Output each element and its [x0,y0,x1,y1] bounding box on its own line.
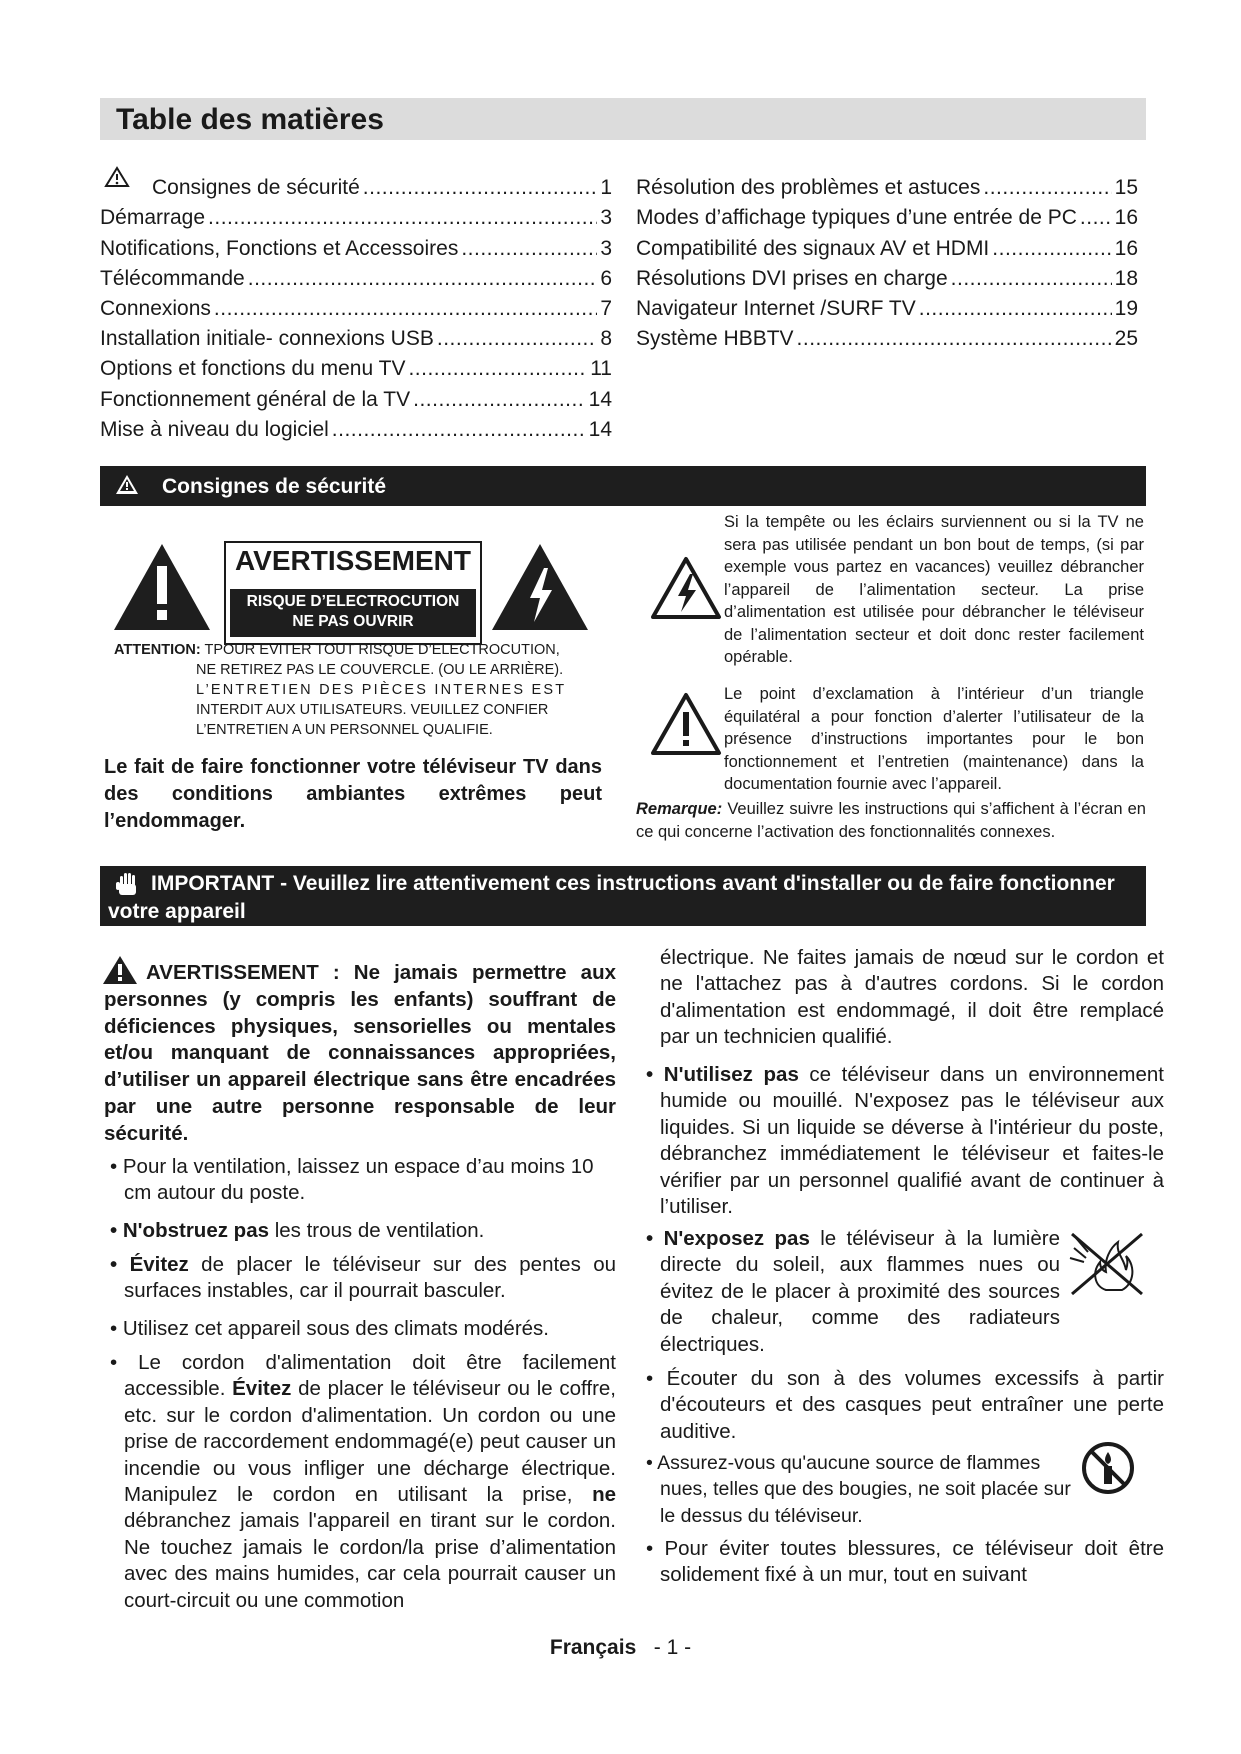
exclamation-warning-icon [112,542,212,632]
no-candle-icon [1080,1440,1136,1496]
cord-continuation: électrique. Ne faites jamais de nœud sur le cordon et ne l'attachez pas à d'autres cordons. Si le cordon d'alimentation est endommagé, il doit être remplacé par un technicien qualifié. [660,946,1164,1049]
toc-entry[interactable]: Notifications, Fonctions et Accessoires ..... 3 [100,230,612,260]
page-footer [0,1636,1241,1660]
toc-entry[interactable]: Connexions ..... 7 [100,291,612,321]
toc-entry[interactable]: Mise à niveau du logiciel ..... 14 [100,412,612,442]
bullet-ventilation-space: • Pour la ventilation, laissez un espace d’au moins 10 cm autour du poste. [110,1155,594,1205]
electric-shock-icon [490,542,590,632]
extreme-conditions-warning: Le fait de faire fonctionner votre téléviseur TV dans des conditions ambiantes extrêmes peut l’endommager. [104,756,602,832]
toc-entry[interactable]: Système HBBTV ..... 25 [636,321,1138,351]
bullet-candles: • Assurez-vous qu'aucune source de flammes nues, telles que des bougies, ne soit placée sur le dessus du téléviseur. [646,1452,1071,1527]
safety-heading: Consignes de sécurité [162,475,387,498]
exclamation-explanation: Le point d’exclamation à l’intérieur d’un triangle équilatéral a pour fonction d’alerter l’utilisateur de la présence d’instructions importantes pour le bon fonctionnement et l’entretien (maintenance) dans la documentation fournie avec l’appareil. [724,685,1144,793]
avertissement-text: AVERTISSEMENT : Ne jamais permettre aux personnes (y compris les enfants) souffrant de déficiences physiques, sensorielles ou mentales et/ou manquant de connaissances appropriées, d’utiliser un appareil électrique sans être encadrées par une autre personne responsable de leur sécurité. [104,961,616,1145]
toc-entry[interactable]: Installation initiale- connexions USB ..... 8 [100,321,612,351]
bullet-climate: • Utilisez cet appareil sous des climats modérés. [110,1317,549,1340]
lightning-outline-icon [650,556,722,620]
warning-subtitle: RISQUE D’ELECTROCUTION NE PAS OUVRIR [230,589,476,637]
remark-note: Remarque: Veuillez suivre les instructions qui s’affichent à l’écran en ce qui concerne l’activation des fonctionnalités connexes. [636,800,1146,841]
toc-entry[interactable]: Navigateur Internet /SURF TV ..... 19 [636,291,1138,321]
toc-entry[interactable]: Compatibilité des signaux AV et HDMI ..... 16 [636,230,1138,260]
bullet-no-obstruct: • N'obstruez pas les trous de ventilation. [110,1219,485,1242]
toc-entry[interactable]: Consignes de sécurité ..... 1 [100,170,612,200]
warning-title: AVERTISSEMENT [226,545,480,583]
warning-label-box [224,541,482,645]
hand-icon [114,870,142,898]
toc-entry[interactable]: Fonctionnement général de la TV ..... 14 [100,381,612,411]
attention-notice: ATTENTION: TPOUR EVITER TOUT RISQUE D’ELECTROCUTION, NE RETIREZ PAS LE COUVERCLE. (OU LE ARRIÈRE). L’ENTRETIEN DES PIÈCES INTERNES EST INTERDIT AUX UTILISATEURS. VEUILLEZ CONFIER L’ENTRETIEN A UN PERSONNEL QUALIFIE. [114,642,567,738]
toc-entry[interactable]: Résolution des problèmes et astuces ..... 15 [636,170,1138,200]
important-section-bar [100,866,1146,926]
bullet-wall-mount: • Pour éviter toutes blessures, ce téléviseur doit être solidement fixé à un mur, tout en suivant [646,1537,1165,1587]
bullet-humidity: • N'utilisez pas ce téléviseur dans un environnement humide ou mouillé. N'exposez pas le téléviseur aux liquides. Si un liquide se déverse à l'intérieur du poste, débranchez immédiatement le téléviseur et faites-le vérifier par un personnel qualifié avant de continuer à l’utiliser. [646,1063,1165,1219]
safety-section-bar [100,466,1146,506]
bullet-avoid-slopes: • Évitez de placer le téléviseur sur des pentes ou surfaces instables, car il pourrait basculer. [110,1253,617,1303]
toc-entry[interactable]: Télécommande ..... 6 [100,261,612,291]
toc-entry[interactable]: Modes d’affichage typiques d’une entrée de PC ..... 16 [636,200,1138,230]
toc-entry[interactable]: Options et fonctions du menu TV ..... 11 [100,351,612,381]
toc-title: Table des matières [116,103,384,136]
bullet-sunlight: • N'exposez pas le téléviseur à la lumière directe du soleil, aux flammes nues ou évitez de le placer à proximité des sources de chaleur, comme des radiateurs électriques. [646,1227,1060,1356]
important-line1: IMPORTANT - Veuillez lire attentivement ces instructions avant d'installer ou de faire fonctionner [151,872,1115,895]
no-fire-sun-icon [1066,1228,1148,1298]
toc-left-column [100,170,612,442]
page-number: - 1 - [653,1636,692,1659]
important-line2: votre appareil [108,900,246,923]
exclamation-outline-icon [650,692,722,756]
toc-right-column [636,170,1138,351]
storm-instruction: Si la tempête ou les éclairs surviennent ou si la TV ne sera pas utilisée pendant un bon bout de temps, (si par exemple vous partez en vacances) veuillez débrancher l’appareil de l’alimentation secteur. La prise d’alimentation est utilisée pour débrancher le téléviseur de l’alimentation secteur et doit donc rester facilement opérable. [724,513,1144,666]
toc-entry[interactable]: Résolutions DVI prises en charge ..... 18 [636,261,1138,291]
toc-header [100,98,1146,140]
warning-triangle-icon [114,473,140,497]
footer-language: Français [549,1636,637,1659]
toc-entry[interactable]: Démarrage ..... 3 [100,200,612,230]
bullet-power-cord: • Le cordon d'alimentation doit être facilement accessible. Évitez de placer le téléviseur ou le coffre, etc. sur le cordon d'alimentation. Un cordon ou une prise de raccordement endommagé(e) peut causer un incendie ou vous infliger une décharge électrique. Manipulez le cordon en utilisant la prise, ne débranchez jamais l'appareil en tirant sur le cordon. Ne touchez jamais le cordon/la prise d’alimentation avec des mains humides, car cela pourrait causer un court-circuit ou une commotion [110,1351,616,1612]
bullet-hearing: • Écouter du son à des volumes excessifs à partir d'écouteurs et des casques peut entraîner une perte auditive. [646,1367,1165,1443]
